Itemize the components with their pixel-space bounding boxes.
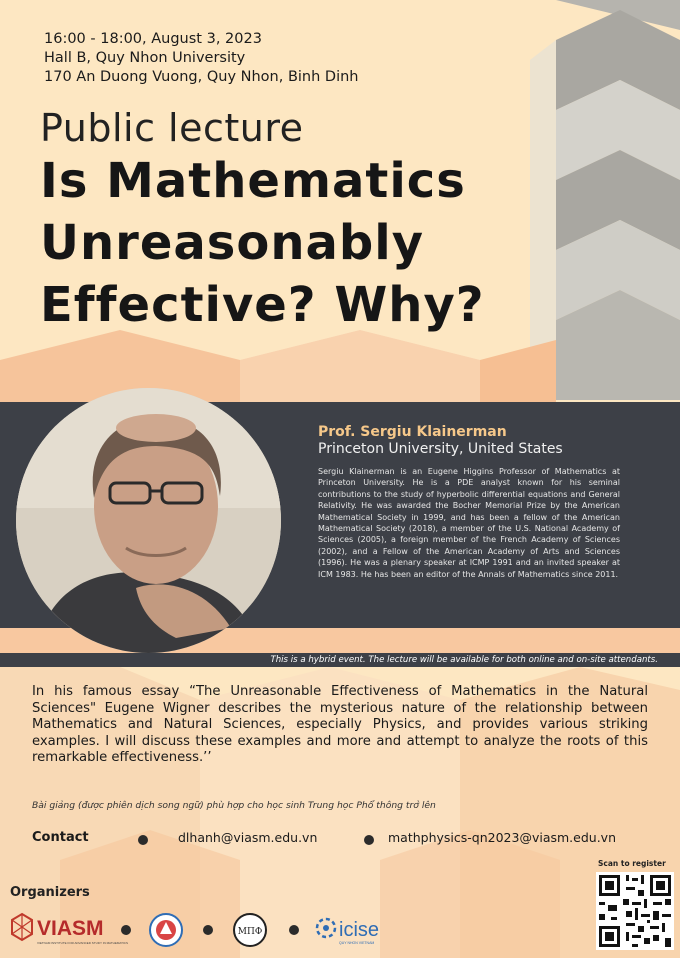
speaker-bio: Sergiu Klainerman is an Eugene Higgins Professor of Mathematics at Princeton University. He is a PDE analyst known for his seminal contributions to the study of hyperbolic differential equations and General Relativity. He was awarded the Bocher Memorial Prize by the American Mathematical Society in 1999, and has been a fellow of the American Mathematical Society (2018), a member of the U.S. National Academy of Sciences (2005), a foreign member of the French Academy of Sciences (2002), and a Fellow of the American Academy of Arts and Sciences (1996). He was a plenary speaker at ICMP 1991 and an invited speaker at ICM 1983. He has been an editor of the Annals of Mathematics since 2011. (318, 467, 620, 579)
bullet-icon (121, 925, 131, 935)
event-details (44, 30, 359, 87)
event-venue: Hall B, Quy Nhon University (44, 50, 246, 66)
viasm-logo-text: VIASM (37, 917, 104, 940)
lecture-abstract: In his famous essay “The Unreasonable Effectiveness of Mathematics in the Natural Sciences" Eugene Wigner describes the mysterious nature of the relationship between Mathematics and Natural Sciences, especially Physics, and provides various striking examples. I will discuss these examples and more and attempt to analyze the roots of this remarkable effectiveness.’’ (32, 684, 648, 766)
contact-label: Contact (32, 830, 89, 845)
hybrid-event-note: This is a hybrid event. The lecture will be available for both online and on-site attendants. (0, 653, 680, 667)
mphi-logo-text: MΠΦ (237, 927, 263, 937)
registration-qr-code[interactable] (596, 872, 674, 950)
event-time: 16:00 - 18:00, August 3, 2023 (44, 31, 262, 47)
scan-to-register-label: Scan to register (598, 859, 666, 868)
speaker-name: Prof. Sergiu Klainerman (318, 424, 507, 440)
organizer-logos (8, 908, 428, 954)
bullet-icon (138, 835, 148, 845)
speaker-photo (16, 388, 281, 653)
university-seal-logo (150, 914, 182, 946)
event-address: 170 An Duong Vuong, Quy Nhon, Binh Dinh (44, 69, 359, 85)
organizers-label: Organizers (10, 885, 90, 900)
icise-logo-text: icise (339, 919, 380, 941)
viasm-logo (12, 914, 128, 945)
title-line-2: Unreasonably (40, 215, 424, 271)
title-line-1: Is Mathematics (40, 153, 466, 209)
vietnamese-note: Bài giảng (được phiên dịch song ngữ) phù hợp cho học sinh Trung học Phổ thông trở lên (32, 800, 436, 811)
speaker-affiliation: Princeton University, United States (318, 441, 563, 457)
bullet-icon (203, 925, 213, 935)
viasm-logo-subtext: VIETNAM INSTITUTE FOR ADVANCED STUDY IN MATHEMATICS (37, 941, 128, 945)
qr-code-icon (596, 872, 674, 950)
contact-email-1[interactable]: dlhanh@viasm.edu.vn (178, 830, 318, 845)
lecture-kicker: Public lecture (40, 106, 304, 150)
bullet-icon (364, 835, 374, 845)
mphi-seal-logo (234, 914, 266, 946)
icise-logo (317, 919, 379, 945)
contact-email-2[interactable]: mathphysics-qn2023@viasm.edu.vn (388, 830, 616, 845)
icise-logo-subtext: QUY NHON VIETNAM (339, 941, 375, 945)
lecture-title (40, 150, 485, 336)
title-line-3: Effective? Why? (40, 277, 485, 333)
bullet-icon (289, 925, 299, 935)
speaker-portrait-image (16, 388, 281, 653)
contact-row (32, 830, 662, 850)
